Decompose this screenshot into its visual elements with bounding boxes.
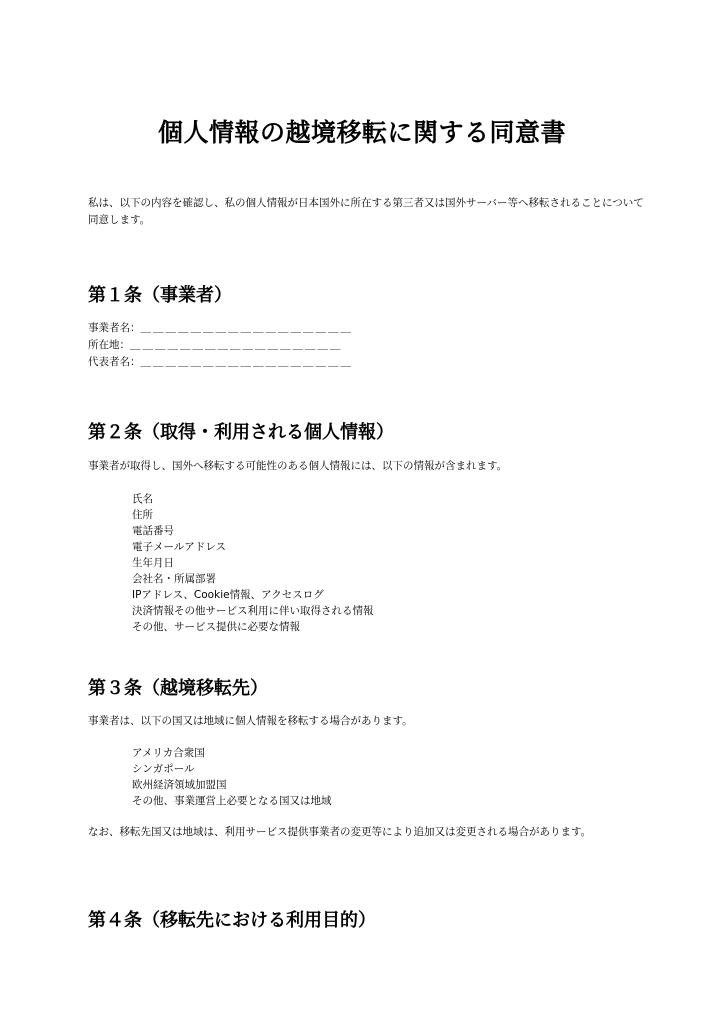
list-item: 電話番号 — [132, 525, 174, 537]
article-3-heading: 第３条（越境移転先） — [88, 678, 268, 699]
article-1-heading: 第１条（事業者） — [88, 285, 232, 306]
article-2-heading: 第２条（取得・利用される個人情報） — [88, 422, 394, 443]
personal-info-list — [132, 491, 374, 635]
article-3-note: なお、移転先国又は地域は、利用サービス提供事業者の変更等により追加又は変更される場合があります。 — [88, 826, 592, 838]
list-item: その他、事業運営上必要となる国又は地域 — [132, 795, 332, 807]
list-item: 生年月日 — [132, 557, 174, 569]
representative-name-field — [88, 354, 353, 371]
article-4-heading: 第４条（移転先における利用目的） — [88, 910, 376, 931]
list-item: 氏名 — [132, 493, 153, 505]
address-field — [88, 337, 353, 354]
field-label: 所在地： — [88, 339, 130, 351]
list-item: 会社名・所属部署 — [132, 573, 216, 585]
article-2-text: 事業者が取得し、国外へ移転する可能性のある個人情報には、以下の情報が含まれます。 — [88, 460, 508, 472]
fill-in-blank: ＿＿＿＿＿＿＿＿＿＿＿＿＿＿＿＿＿ — [140, 322, 353, 334]
list-item: 住所 — [132, 509, 153, 521]
list-item: 欧州経済領域加盟国 — [132, 779, 227, 791]
list-item: 決済情報その他サービス利用に伴い取得される情報 — [132, 605, 374, 617]
field-label: 事業者名： — [88, 322, 141, 334]
transfer-destination-list — [132, 745, 332, 809]
fill-in-blank: ＿＿＿＿＿＿＿＿＿＿＿＿＿＿＿＿＿ — [130, 339, 343, 351]
list-item: シンガポール — [132, 763, 195, 775]
list-item: IPアドレス、Cookie情報、アクセスログ — [132, 589, 324, 601]
business-info-fields — [88, 320, 353, 371]
document-title: 個人情報の越境移転に関する同意書 — [157, 118, 566, 147]
intro-paragraph: 私は、以下の内容を確認し、私の個人情報が日本国外に所在する第三者又は国外サーバー等へ移転されることについて同意します。 — [88, 197, 644, 226]
field-label: 代表者名： — [88, 356, 141, 368]
business-name-field — [88, 320, 353, 337]
list-item: 電子メールアドレス — [132, 541, 226, 553]
fill-in-blank: ＿＿＿＿＿＿＿＿＿＿＿＿＿＿＿＿＿ — [140, 356, 353, 368]
article-3-text: 事業者は、以下の国又は地域に個人情報を移転する場合があります。 — [88, 715, 413, 727]
list-item: アメリカ合衆国 — [132, 747, 205, 759]
list-item: その他、サービス提供に必要な情報 — [132, 621, 300, 633]
